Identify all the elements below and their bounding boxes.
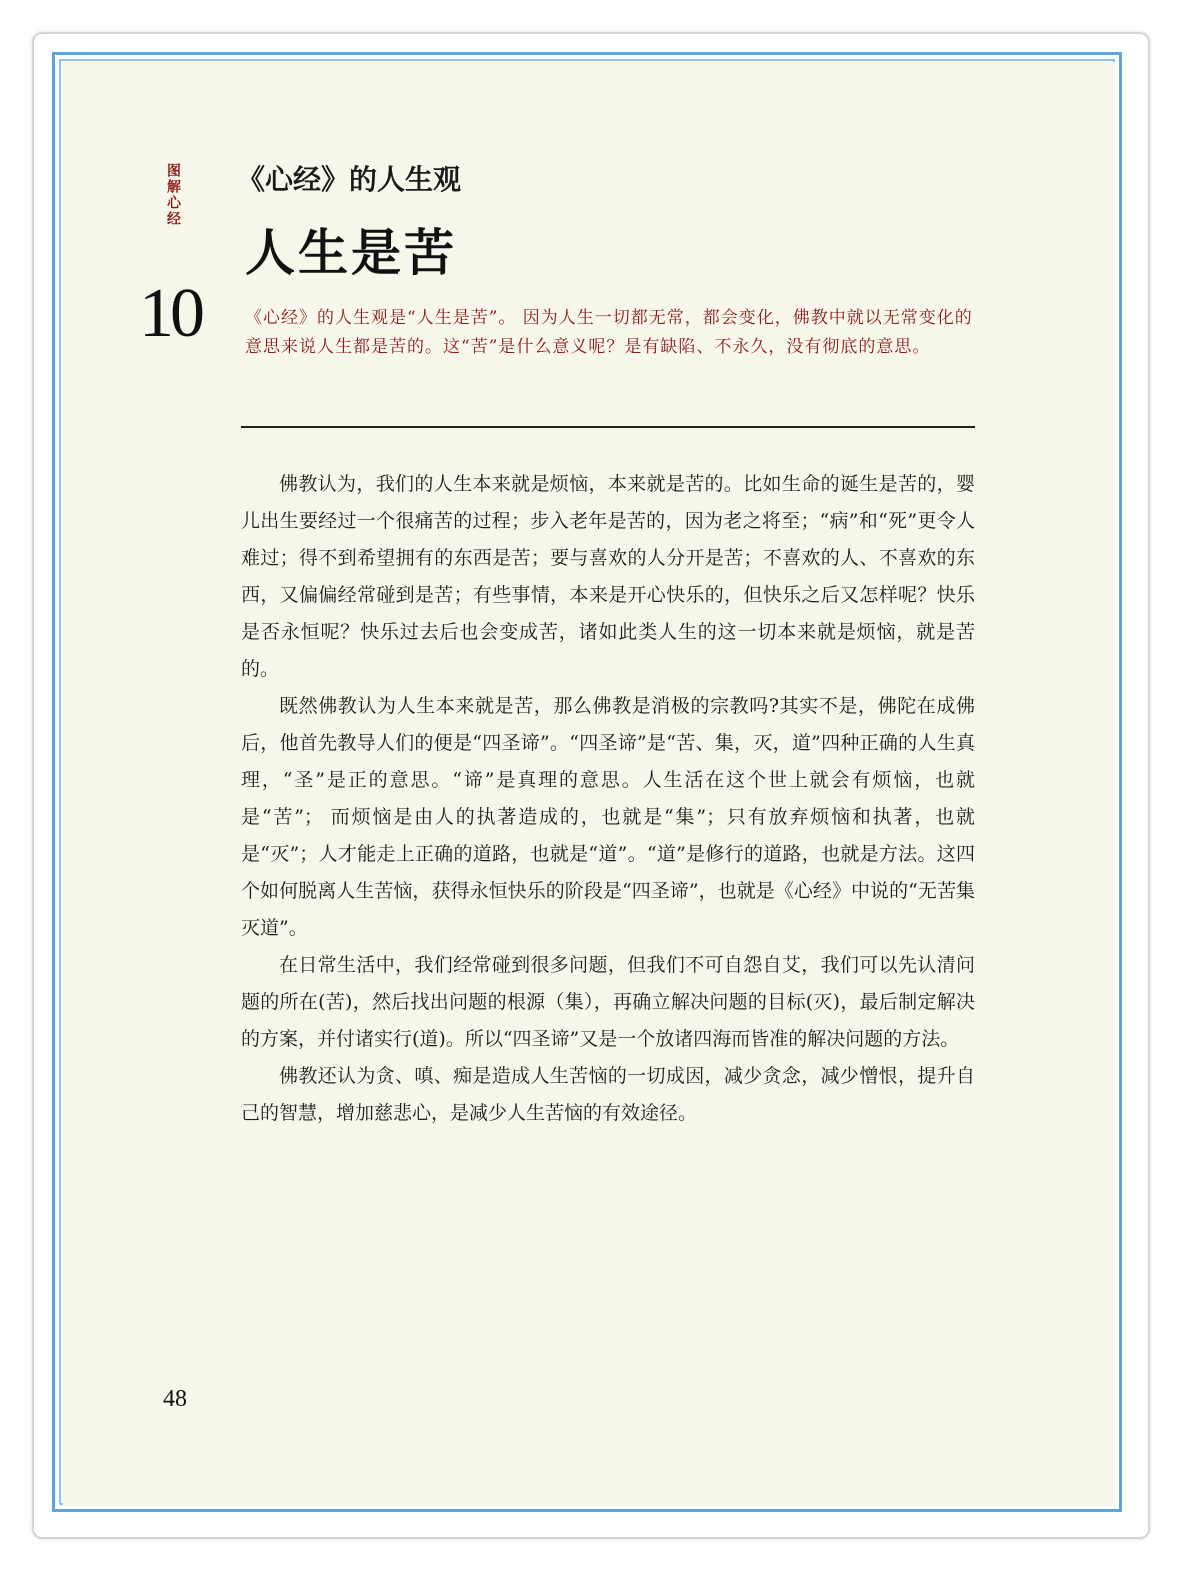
page-number: 48 bbox=[163, 1386, 187, 1412]
body-text bbox=[241, 466, 975, 1132]
book-page bbox=[63, 62, 1115, 1506]
divider bbox=[241, 426, 975, 428]
page-subtitle: 《心经》的人生观 bbox=[237, 163, 462, 196]
page-title: 人生是苦 bbox=[245, 224, 457, 282]
side-label: 图解心经 bbox=[165, 163, 181, 227]
paragraph: 既然佛教认为人生本来就是苦，那么佛教是消极的宗教吗?其实不是，佛陀在成佛后，他首先教导人们的便是“四圣谛”。“四圣谛”是“苦、集，灭，道”四种正确的人生真理，“圣”是正的意思。“谛”是真理的意思。人生活在这个世上就会有烦恼，也就是“苦”； 而烦恼是由人的执著造成的，也就是“集”；只有放弃烦恼和执著，也就是“灭”；人才能走上正确的道路，也就是“道”。“道”是修行的道路，也就是方法。这四个如何脱离人生苦恼，获得永恒快乐的阶段是“四圣谛”，也就是《心经》中说的“无苦集灭道”。 bbox=[241, 695, 975, 939]
paragraph: 佛教还认为贪、嗔、痴是造成人生苦恼的一切成因，减少贪念，减少憎恨，提升自己的智慧，增加慈悲心，是减少人生苦恼的有效途径。 bbox=[241, 1065, 975, 1124]
paragraph: 佛教认为，我们的人生本来就是烦恼，本来就是苦的。比如生命的诞生是苦的，婴儿出生要经过一个很痛苦的过程；步入老年是苦的，因为老之将至；“病”和“死”更令人难过；得不到希望拥有的东西是苦；要与喜欢的人分开是苦；不喜欢的人、不喜欢的东西，又偏偏经常碰到是苦；有些事情，本来是开心快乐的，但快乐之后又怎样呢？快乐是否永恒呢？快乐过去后也会变成苦，诸如此类人生的这一切本来就是烦恼，就是苦的。 bbox=[241, 473, 975, 680]
intro-text: 《心经》的人生观是“人生是苦”。 因为人生一切都无常，都会变化，佛教中就以无常变化的意思来说人生都是苦的。这“苦”是什么意义呢？是有缺陷、不永久，没有彻底的意思。 bbox=[245, 308, 973, 357]
chapter-number: 10 bbox=[139, 275, 201, 352]
paragraph: 在日常生活中，我们经常碰到很多问题，但我们不可自怨自艾，我们可以先认清问题的所在(苦)，然后找出问题的根源（集），再确立解决问题的目标(灭)，最后制定解决的方案，并付诸实行(道)。所以“四圣谛”又是一个放诸四海而皆准的解决问题的方法。 bbox=[241, 954, 975, 1050]
